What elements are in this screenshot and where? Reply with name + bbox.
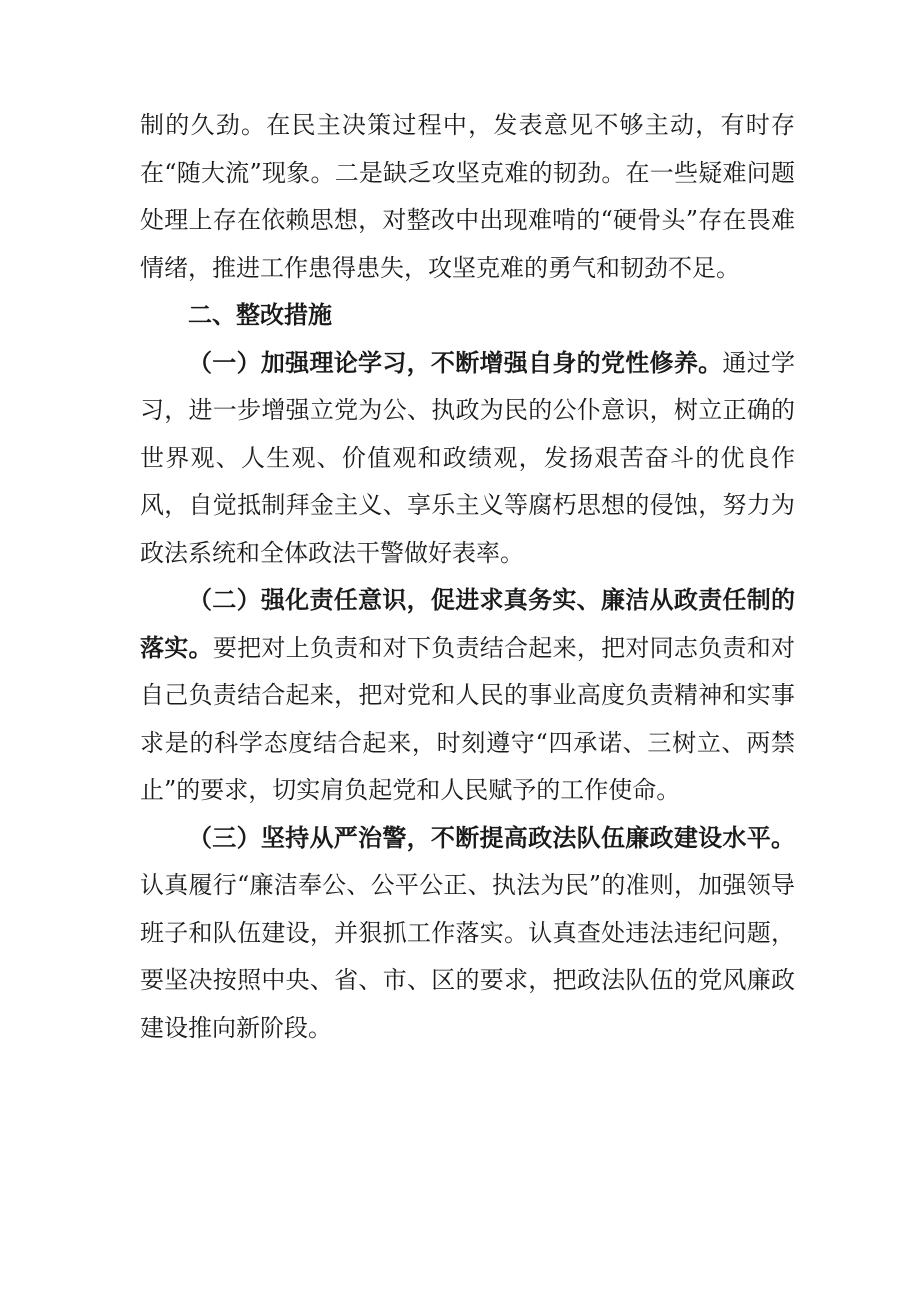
measure-title-2: （二）强化责任意识，促进求真务实、廉洁从政责任制的落实。 (140, 586, 795, 662)
measure-paragraph-1 (140, 340, 795, 578)
document-body (140, 102, 795, 1052)
measure-body-3: 认真履行“廉洁奉公、公平公正、执法为民”的准则，加强领导班子和队伍建设，并狠抓工作落实。认真查处违法违纪问题，要坚决按照中央、省、市、区的要求，把政法队伍的党风廉政建设推向新阶段。 (140, 871, 795, 1042)
measure-title-3: （三）坚持从严治警，不断提高政法队伍廉政建设水平。 (188, 823, 795, 852)
measure-title-1: （一）加强理论学习，不断增强自身的党性修养。 (188, 348, 723, 377)
measure-body-2: 要把对上负责和对下负责结合起来，把对同志负责和对自己负责结合起来，把对党和人民的事业高度负责精神和实事求是的科学态度结合起来，时刻遵守“四承诺、三树立、两禁止”的要求，切实肩负起党和人民赋予的工作使命。 (140, 633, 796, 804)
measure-paragraph-3 (140, 815, 795, 1053)
measure-paragraph-2 (140, 577, 795, 815)
measure-body-1: 通过学习，进一步增强立党为公、执政为民的公仆意识，树立正确的世界观、人生观、价值观和政绩观，发扬艰苦奋斗的优良作风，自觉抵制拜金主义、享乐主义等腐朽思想的侵蚀，努力为政法系统和全体政法干警做好表率。 (140, 348, 796, 567)
continued-paragraph: 制的久劲。在民主决策过程中，发表意见不够主动，有时存在“随大流”现象。二是缺乏攻坚克难的韧劲。在一些疑难问题处理上存在依赖思想，对整改中出现难啃的“硬骨头”存在畏难情绪，推进工作患得患失，攻坚克难的勇气和韧劲不足。 (140, 111, 795, 282)
section-heading: 二、整改措施 (188, 301, 332, 329)
